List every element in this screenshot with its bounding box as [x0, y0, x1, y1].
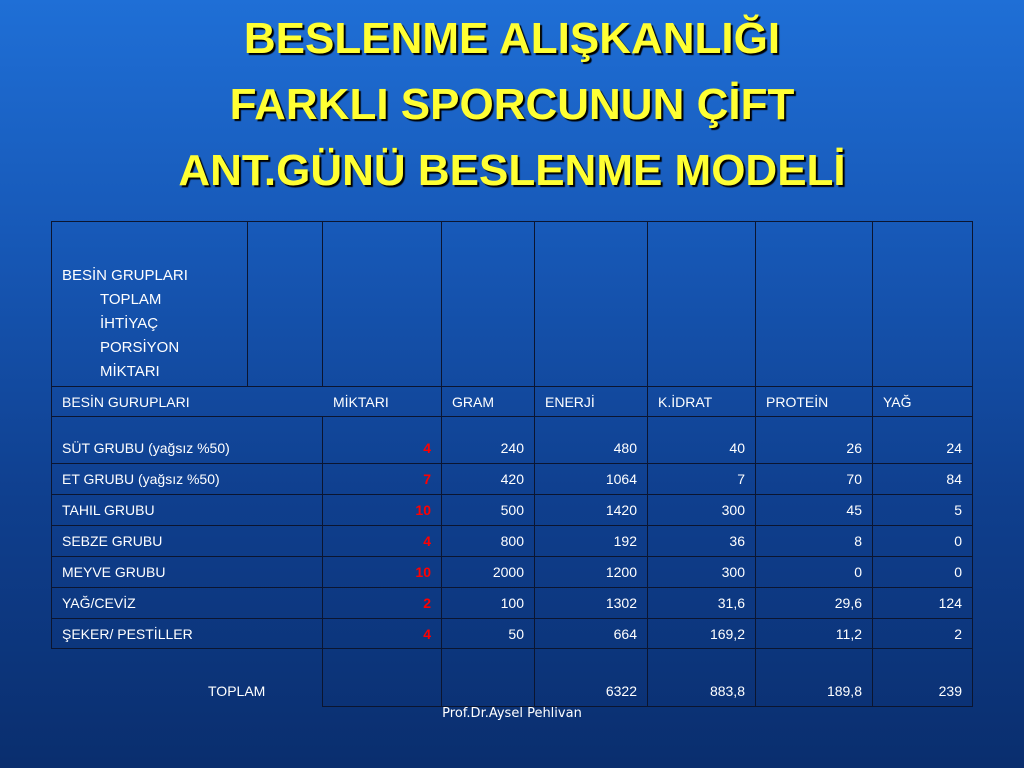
row-1-protein: 26: [846, 440, 862, 456]
table-border-left: [51, 221, 52, 649]
author-footer: Prof.Dr.Aysel Pehlivan: [442, 706, 582, 721]
row-1-name: SÜT GRUBU (yağsız %50): [62, 440, 230, 456]
row-3-enerji: 1420: [605, 502, 637, 518]
table-line-row-1: [51, 463, 973, 464]
total-kidrat: 883,8: [709, 683, 745, 699]
row-2-yag: 84: [946, 471, 962, 487]
column-header-besin: BESİN GURUPLARI: [62, 394, 190, 410]
row-4-kidrat: 36: [729, 533, 745, 549]
row-4-enerji: 192: [613, 533, 637, 549]
row-4-miktar: 4: [423, 533, 431, 549]
column-header-kidrat: K.İDRAT: [658, 394, 713, 410]
row-3-name: TAHIL GRUBU: [62, 502, 155, 518]
table-line-row-7: [51, 648, 973, 649]
row-6-name: YAĞ/CEVİZ: [62, 595, 136, 611]
row-2-miktar: 7: [423, 471, 431, 487]
slide-title-line-1: BESLENME ALIŞKANLIĞI: [243, 14, 781, 63]
table-line-col-1: [322, 221, 323, 387]
row-3-kidrat: 300: [721, 502, 745, 518]
header-block-line-5: MİKTARI: [100, 363, 160, 380]
row-7-miktar: 4: [423, 626, 431, 642]
table-border-right: [972, 221, 973, 707]
column-header-enerji: ENERJİ: [545, 394, 595, 410]
row-3-miktar: 10: [415, 502, 431, 518]
row-6-miktar: 2: [423, 595, 431, 611]
table-line-col-1-lower: [322, 416, 323, 707]
row-3-protein: 45: [846, 502, 862, 518]
table-line-row-6: [51, 618, 973, 619]
row-1-gram: 240: [500, 440, 524, 456]
total-protein: 189,8: [826, 683, 862, 699]
row-5-miktar: 10: [415, 564, 431, 580]
row-1-enerji: 480: [613, 440, 637, 456]
total-label: TOPLAM: [208, 683, 266, 699]
header-block: [62, 264, 188, 384]
row-2-protein: 70: [846, 471, 862, 487]
table-line-header-bottom: [51, 386, 973, 387]
row-4-yag: 0: [954, 533, 962, 549]
table-line-row-2: [51, 494, 973, 495]
table-border-top: [51, 221, 973, 222]
slide-title-line-2: FARKLI SPORCUNUN ÇİFT: [229, 80, 795, 129]
header-block-line-3: İHTİYAÇ: [100, 315, 159, 332]
column-header-protein: PROTEİN: [766, 394, 829, 410]
row-2-gram: 420: [500, 471, 524, 487]
table-line-row-3: [51, 525, 973, 526]
row-1-kidrat: 40: [729, 440, 745, 456]
total-enerji: 6322: [605, 683, 637, 699]
row-5-protein: 0: [854, 564, 862, 580]
row-4-gram: 800: [500, 533, 524, 549]
row-7-kidrat: 169,2: [709, 626, 745, 642]
row-5-yag: 0: [954, 564, 962, 580]
total-yag: 239: [938, 683, 962, 699]
table-line-row-4: [51, 556, 973, 557]
table-line-row-5: [51, 587, 973, 588]
row-3-gram: 500: [500, 502, 524, 518]
column-header-yag: YAĞ: [883, 394, 912, 410]
column-header-gram: GRAM: [452, 394, 494, 410]
row-2-enerji: 1064: [605, 471, 637, 487]
row-2-name: ET GRUBU (yağsız %50): [62, 471, 220, 487]
row-5-enerji: 1200: [605, 564, 637, 580]
row-7-enerji: 664: [613, 626, 637, 642]
row-6-protein: 29,6: [834, 595, 862, 611]
row-4-protein: 8: [854, 533, 862, 549]
column-header-miktar: MİKTARI: [333, 394, 389, 410]
row-5-name: MEYVE GRUBU: [62, 564, 166, 580]
row-6-gram: 100: [500, 595, 524, 611]
table-line-columns-bottom: [51, 416, 973, 417]
row-6-enerji: 1302: [605, 595, 637, 611]
row-5-kidrat: 300: [721, 564, 745, 580]
row-3-yag: 5: [954, 502, 962, 518]
row-1-yag: 24: [946, 440, 962, 456]
row-2-kidrat: 7: [737, 471, 745, 487]
row-7-name: ŞEKER/ PESTİLLER: [62, 626, 193, 642]
header-block-line-4: PORSİYON: [100, 339, 180, 356]
header-block-line-1: BESİN GRUPLARI: [62, 267, 188, 284]
row-7-protein: 11,2: [835, 626, 862, 642]
slide-title-line-3: ANT.GÜNÜ BESLENME MODELİ: [178, 146, 846, 195]
row-7-gram: 50: [508, 626, 524, 642]
table-line-col-header-split: [247, 221, 248, 387]
row-1-miktar: 4: [423, 440, 431, 456]
row-6-yag: 124: [938, 595, 962, 611]
header-block-line-2: TOPLAM: [100, 291, 162, 308]
row-4-name: SEBZE GRUBU: [62, 533, 163, 549]
row-5-gram: 2000: [492, 564, 524, 580]
row-6-kidrat: 31,6: [717, 595, 745, 611]
row-7-yag: 2: [954, 626, 962, 642]
